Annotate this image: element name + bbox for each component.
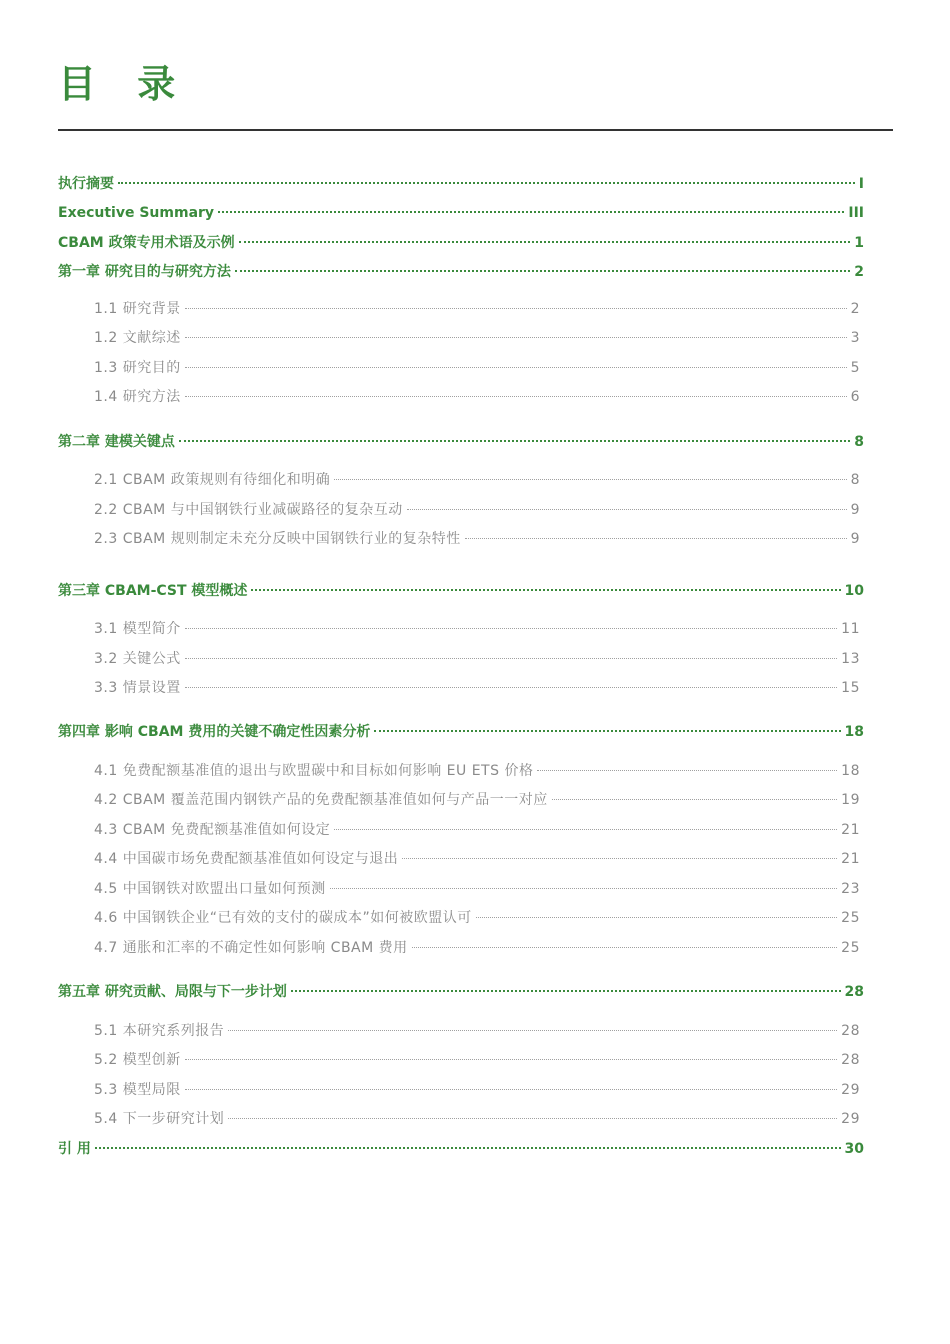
toc-entry-label: 3.2 关键公式 bbox=[94, 651, 181, 667]
toc-page-number: 1 bbox=[854, 235, 864, 251]
toc-chapter-entry[interactable] bbox=[58, 1138, 864, 1160]
toc-leader-dots bbox=[239, 237, 851, 243]
toc-entry-label: 2.3 CBAM 规则制定未充分反映中国钢铁行业的复杂特性 bbox=[94, 531, 461, 547]
toc-page-number: 25 bbox=[841, 940, 860, 956]
toc-page-number: 21 bbox=[841, 822, 860, 838]
toc-entry-label: 4.7 通胀和汇率的不确定性如何影响 CBAM 费用 bbox=[94, 940, 408, 956]
toc-section-entry[interactable] bbox=[94, 819, 860, 841]
toc-chapter-entry[interactable] bbox=[58, 232, 864, 254]
toc-leader-dots bbox=[465, 534, 847, 539]
toc-entry-label: 第五章 研究贡献、局限与下一步计划 bbox=[58, 984, 287, 1000]
toc-section-entry[interactable] bbox=[94, 1108, 860, 1130]
toc-page-number: I bbox=[858, 176, 864, 192]
toc-page-number: 13 bbox=[841, 651, 860, 667]
toc-section-entry[interactable] bbox=[94, 937, 860, 959]
toc-leader-dots bbox=[235, 266, 850, 272]
toc-leader-dots bbox=[185, 624, 837, 629]
toc-entry-label: 第二章 建模关键点 bbox=[58, 434, 175, 450]
toc-chapter-entry[interactable] bbox=[58, 721, 864, 743]
toc-section-entry[interactable] bbox=[94, 528, 860, 550]
toc-section-entry[interactable] bbox=[94, 907, 860, 929]
toc-entry-label: 2.1 CBAM 政策规则有待细化和明确 bbox=[94, 472, 331, 488]
toc-page-number: 23 bbox=[841, 881, 860, 897]
toc-section-entry[interactable] bbox=[94, 386, 860, 408]
toc-section-entry[interactable] bbox=[94, 648, 860, 670]
toc-entry-label: 4.1 免费配额基准值的退出与欧盟碳中和目标如何影响 EU ETS 价格 bbox=[94, 763, 534, 779]
toc-entry-label: 引 用 bbox=[58, 1141, 91, 1157]
toc-leader-dots bbox=[185, 392, 847, 397]
toc-section-entry[interactable] bbox=[94, 789, 860, 811]
toc-entry-label: 2.2 CBAM 与中国钢铁行业减碳路径的复杂互动 bbox=[94, 502, 403, 518]
toc-page-number: 8 bbox=[850, 472, 860, 488]
toc-leader-dots bbox=[412, 943, 838, 948]
toc-entry-label: 第四章 影响 CBAM 费用的关键不确定性因素分析 bbox=[58, 724, 371, 740]
toc-leader-dots bbox=[185, 1085, 837, 1090]
toc-page-number: 25 bbox=[841, 910, 860, 926]
toc-chapter-entry[interactable] bbox=[58, 173, 864, 195]
toc-leader-dots bbox=[228, 1114, 837, 1119]
toc-chapter-entry[interactable] bbox=[58, 261, 864, 283]
toc-page-number: 29 bbox=[841, 1082, 860, 1098]
toc-leader-dots bbox=[537, 766, 837, 771]
toc-page-number: 9 bbox=[850, 531, 860, 547]
toc-page-number: 18 bbox=[841, 763, 860, 779]
toc-page-number: 28 bbox=[844, 984, 864, 1000]
toc-section-entry[interactable] bbox=[94, 357, 860, 379]
toc-leader-dots bbox=[334, 825, 837, 830]
toc-section-entry[interactable] bbox=[94, 298, 860, 320]
toc-leader-dots bbox=[251, 585, 840, 591]
toc-leader-dots bbox=[185, 333, 847, 338]
toc-leader-dots bbox=[185, 654, 837, 659]
toc-entry-label: 4.4 中国碳市场免费配额基准值如何设定与退出 bbox=[94, 851, 399, 867]
toc-page-number: 29 bbox=[841, 1111, 860, 1127]
toc-section-entry[interactable] bbox=[94, 499, 860, 521]
toc-page-number: 18 bbox=[844, 724, 864, 740]
toc-page-number: 6 bbox=[850, 389, 860, 405]
toc-page-number: 15 bbox=[841, 680, 860, 696]
toc-section-entry[interactable] bbox=[94, 677, 860, 699]
toc-page-number: 21 bbox=[841, 851, 860, 867]
toc-page-number: 10 bbox=[844, 583, 864, 599]
toc-chapter-entry[interactable] bbox=[58, 580, 864, 602]
toc-leader-dots bbox=[118, 178, 855, 184]
toc-page-number: 19 bbox=[841, 792, 860, 808]
toc-leader-dots bbox=[185, 1055, 837, 1060]
toc-entry-label: 4.5 中国钢铁对欧盟出口量如何预测 bbox=[94, 881, 326, 897]
toc-leader-dots bbox=[218, 207, 844, 213]
toc-entry-label: 执行摘要 bbox=[58, 176, 114, 192]
toc-section-entry[interactable] bbox=[94, 327, 860, 349]
toc-page-number: 2 bbox=[854, 264, 864, 280]
toc-section-entry[interactable] bbox=[94, 469, 860, 491]
toc-page-number: 28 bbox=[841, 1052, 860, 1068]
toc-page-number: 8 bbox=[854, 434, 864, 450]
toc-page-number: 9 bbox=[850, 502, 860, 518]
toc-section-entry[interactable] bbox=[94, 1049, 860, 1071]
toc-leader-dots bbox=[402, 854, 837, 859]
toc-leader-dots bbox=[179, 436, 850, 442]
toc-entry-label: 1.4 研究方法 bbox=[94, 389, 181, 405]
toc-leader-dots bbox=[407, 505, 847, 510]
toc-page-number: 5 bbox=[850, 360, 860, 376]
toc-chapter-entry[interactable] bbox=[58, 202, 864, 224]
toc-entry-label: 3.1 模型简介 bbox=[94, 621, 181, 637]
toc-chapter-entry[interactable] bbox=[58, 431, 864, 453]
toc-page-number: 30 bbox=[844, 1141, 864, 1157]
toc-leader-dots bbox=[552, 795, 837, 800]
toc-section-entry[interactable] bbox=[94, 1079, 860, 1101]
toc-section-entry[interactable] bbox=[94, 1020, 860, 1042]
toc-leader-dots bbox=[476, 913, 837, 918]
toc-entry-label: 4.3 CBAM 免费配额基准值如何设定 bbox=[94, 822, 331, 838]
toc-page-number: 2 bbox=[850, 301, 860, 317]
toc-entry-label: 5.2 模型创新 bbox=[94, 1052, 181, 1068]
toc-entry-label: 5.4 下一步研究计划 bbox=[94, 1111, 225, 1127]
toc-entry-label: 1.2 文献综述 bbox=[94, 330, 181, 346]
toc-leader-dots bbox=[185, 683, 837, 688]
toc-entry-label: 第三章 CBAM-CST 模型概述 bbox=[58, 583, 248, 599]
toc-page-number: 28 bbox=[841, 1023, 860, 1039]
toc-entry-label: 第一章 研究目的与研究方法 bbox=[58, 264, 231, 280]
page-title: 目 录 bbox=[58, 62, 190, 106]
toc-section-entry[interactable] bbox=[94, 760, 860, 782]
toc-entry-label: 5.1 本研究系列报告 bbox=[94, 1023, 225, 1039]
toc-page-number: III bbox=[848, 205, 864, 221]
toc-entry-label: 1.1 研究背景 bbox=[94, 301, 181, 317]
toc-section-entry[interactable] bbox=[94, 878, 860, 900]
toc-entry-label: 1.3 研究目的 bbox=[94, 360, 181, 376]
toc-section-entry[interactable] bbox=[94, 618, 860, 640]
toc-leader-dots bbox=[334, 475, 846, 480]
toc-entry-label: 5.3 模型局限 bbox=[94, 1082, 181, 1098]
toc-entry-label: Executive Summary bbox=[58, 205, 215, 221]
toc-leader-dots bbox=[228, 1026, 837, 1031]
toc-leader-dots bbox=[374, 726, 840, 732]
toc-chapter-entry[interactable] bbox=[58, 981, 864, 1003]
toc-section-entry[interactable] bbox=[94, 848, 860, 870]
toc-leader-dots bbox=[291, 986, 841, 992]
toc-entry-label: 3.3 情景设置 bbox=[94, 680, 181, 696]
toc-leader-dots bbox=[185, 363, 847, 368]
toc-page-number: 11 bbox=[841, 621, 860, 637]
toc-page-number: 3 bbox=[850, 330, 860, 346]
toc-leader-dots bbox=[185, 304, 847, 309]
toc-entry-label: 4.2 CBAM 覆盖范围内钢铁产品的免费配额基准值如何与产品一一对应 bbox=[94, 792, 548, 808]
toc-entry-label: CBAM 政策专用术语及示例 bbox=[58, 235, 235, 251]
toc-leader-dots bbox=[330, 884, 837, 889]
toc-entry-label: 4.6 中国钢铁企业“已有效的支付的碳成本”如何被欧盟认可 bbox=[94, 910, 472, 926]
toc-leader-dots bbox=[95, 1143, 841, 1149]
